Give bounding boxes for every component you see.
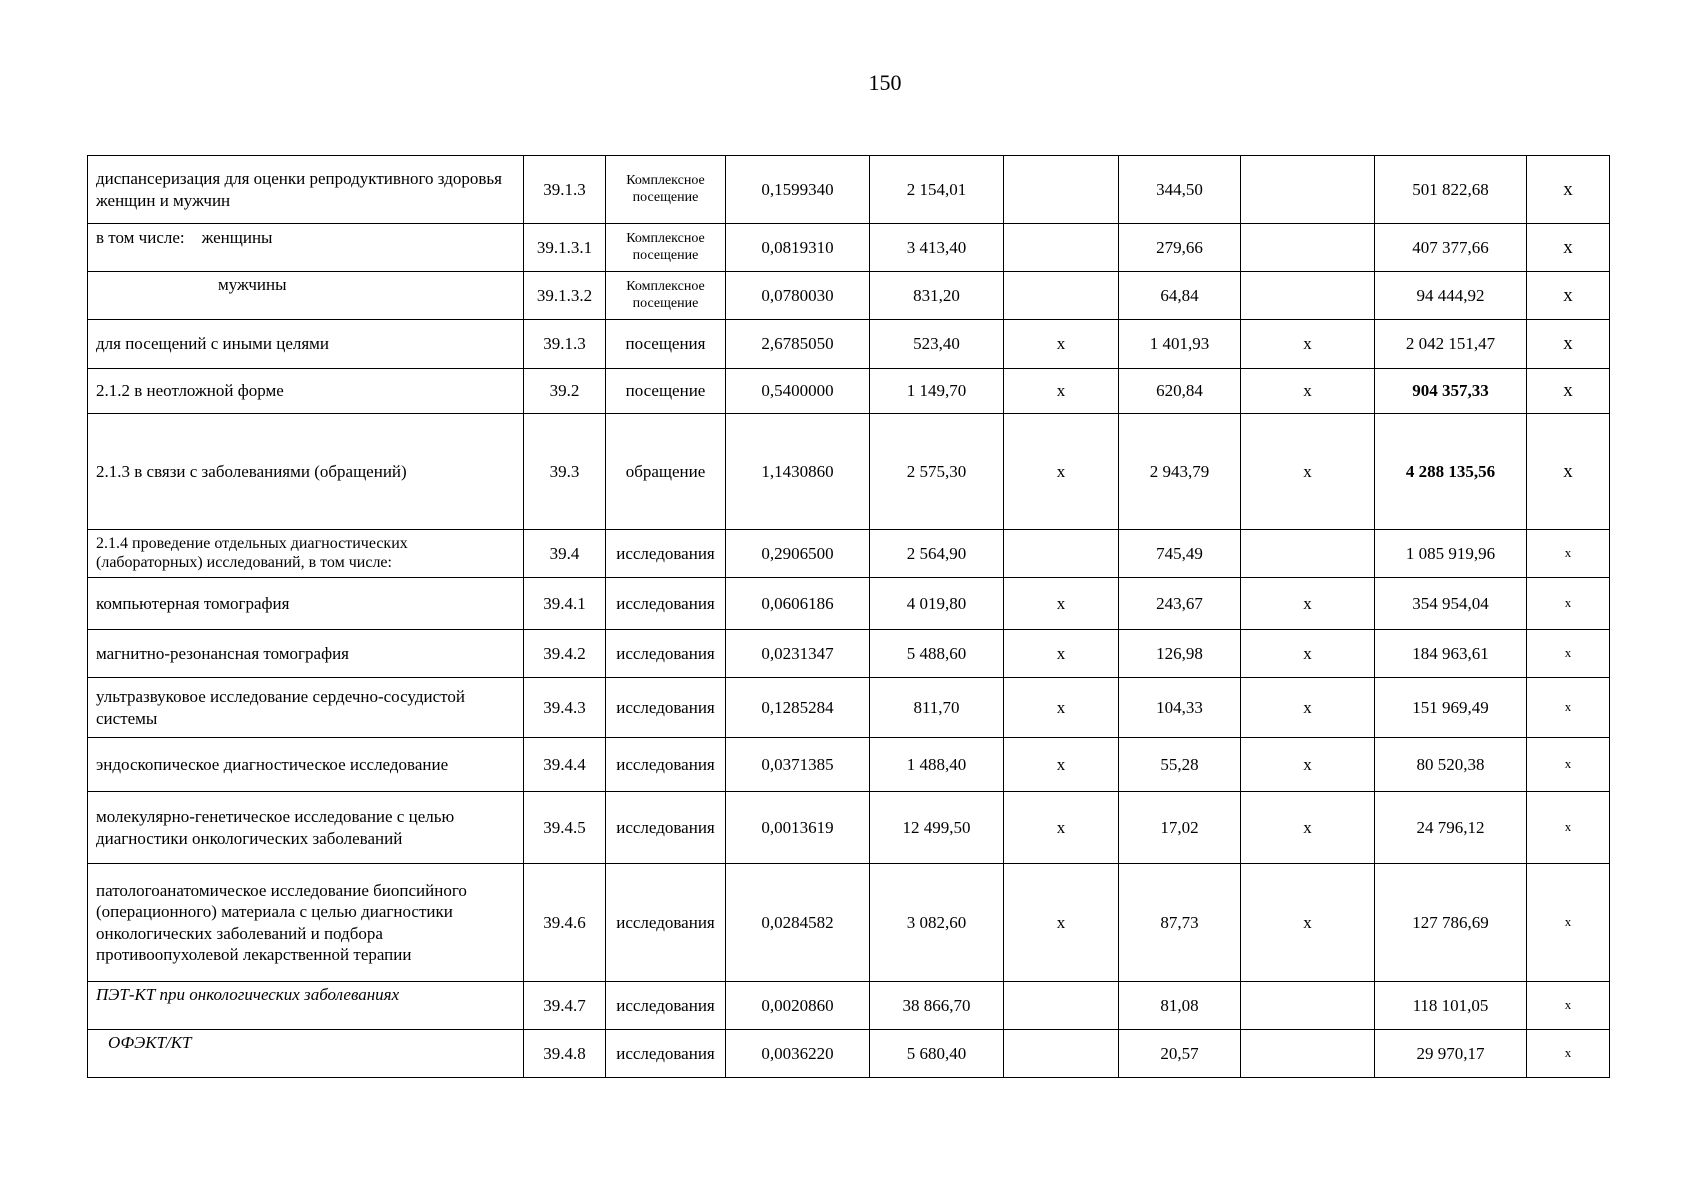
row-code: 39.4 [524, 530, 606, 578]
row-total: 1 085 919,96 [1375, 530, 1527, 578]
row-cost: 831,20 [870, 272, 1004, 320]
row-code: 39.4.3 [524, 678, 606, 738]
table-row [88, 982, 1610, 1030]
row-pct: х [1527, 414, 1610, 530]
row-volume: 0,0036220 [726, 1030, 870, 1078]
page-number: 150 [868, 70, 902, 95]
row-total: 29 970,17 [1375, 1030, 1527, 1078]
row-total: 501 822,68 [1375, 156, 1527, 224]
row-name: патологоанатомическое исследование биопсийного (операционного) материала с целью диагностики онкологических заболеваний и подбора противоопухолевой лекарственной терапии [88, 864, 524, 982]
row-pct: х [1527, 320, 1610, 369]
row-col6 [1004, 982, 1119, 1030]
row-pct: х [1527, 864, 1610, 982]
row-col6 [1004, 530, 1119, 578]
row-cost: 12 499,50 [870, 792, 1004, 864]
row-code: 39.4.4 [524, 738, 606, 792]
row-col8: х [1241, 630, 1375, 678]
row-unit: исследования [606, 678, 726, 738]
row-per-capita: 20,57 [1119, 1030, 1241, 1078]
row-col6: х [1004, 792, 1119, 864]
row-volume: 0,0231347 [726, 630, 870, 678]
row-per-capita: 126,98 [1119, 630, 1241, 678]
row-name: ПЭТ-КТ при онкологических заболеваниях [88, 982, 524, 1030]
row-unit: исследования [606, 630, 726, 678]
row-cost: 2 564,90 [870, 530, 1004, 578]
row-volume: 0,0020860 [726, 982, 870, 1030]
row-volume: 0,0819310 [726, 224, 870, 272]
table-row [88, 578, 1610, 630]
row-total: 184 963,61 [1375, 630, 1527, 678]
row-col8 [1241, 982, 1375, 1030]
row-total: 354 954,04 [1375, 578, 1527, 630]
row-name: компьютерная томография [88, 578, 524, 630]
table-row [88, 224, 1610, 272]
row-unit: исследования [606, 982, 726, 1030]
row-per-capita: 745,49 [1119, 530, 1241, 578]
row-volume: 0,0371385 [726, 738, 870, 792]
row-name: молекулярно-генетическое исследование с целью диагностики онкологических заболеваний [88, 792, 524, 864]
table-row [88, 864, 1610, 982]
row-pct: х [1527, 224, 1610, 272]
row-cost: 523,40 [870, 320, 1004, 369]
row-name: 2.1.2 в неотложной форме [88, 369, 524, 414]
row-code: 39.1.3 [524, 156, 606, 224]
row-volume: 0,1285284 [726, 678, 870, 738]
row-cost: 5 488,60 [870, 630, 1004, 678]
row-pct: х [1527, 272, 1610, 320]
row-col6 [1004, 156, 1119, 224]
row-cost: 811,70 [870, 678, 1004, 738]
row-unit: Комплексное посещение [606, 156, 726, 224]
row-col8: х [1241, 678, 1375, 738]
table-row [88, 272, 1610, 320]
row-name: магнитно-резонансная томография [88, 630, 524, 678]
row-unit: исследования [606, 578, 726, 630]
row-per-capita: 279,66 [1119, 224, 1241, 272]
row-volume: 0,1599340 [726, 156, 870, 224]
row-col6: х [1004, 864, 1119, 982]
row-unit: исследования [606, 792, 726, 864]
row-name: для посещений с иными целями [88, 320, 524, 369]
row-unit: посещения [606, 320, 726, 369]
row-col8: х [1241, 738, 1375, 792]
row-name: мужчины [88, 272, 524, 320]
row-name: ОФЭКТ/КТ [88, 1030, 524, 1078]
row-per-capita: 243,67 [1119, 578, 1241, 630]
row-col8: х [1241, 414, 1375, 530]
row-col6: х [1004, 369, 1119, 414]
row-total: 151 969,49 [1375, 678, 1527, 738]
table-row [88, 414, 1610, 530]
row-volume: 0,0284582 [726, 864, 870, 982]
row-per-capita: 1 401,93 [1119, 320, 1241, 369]
row-cost: 38 866,70 [870, 982, 1004, 1030]
table-row [88, 738, 1610, 792]
row-per-capita: 87,73 [1119, 864, 1241, 982]
row-code: 39.3 [524, 414, 606, 530]
row-col8: х [1241, 578, 1375, 630]
row-code: 39.2 [524, 369, 606, 414]
row-col8: х [1241, 320, 1375, 369]
row-name: ультразвуковое исследование сердечно-сосудистой системы [88, 678, 524, 738]
row-unit: Комплексное посещение [606, 224, 726, 272]
row-volume: 0,5400000 [726, 369, 870, 414]
row-cost: 2 575,30 [870, 414, 1004, 530]
row-pct: х [1527, 1030, 1610, 1078]
row-code: 39.4.1 [524, 578, 606, 630]
row-col6: х [1004, 578, 1119, 630]
tariff-table [87, 155, 1610, 1078]
row-col6: х [1004, 414, 1119, 530]
row-total: 118 101,05 [1375, 982, 1527, 1030]
row-unit: исследования [606, 1030, 726, 1078]
row-code: 39.1.3.1 [524, 224, 606, 272]
row-col6: х [1004, 320, 1119, 369]
row-per-capita: 64,84 [1119, 272, 1241, 320]
row-name: 2.1.3 в связи с заболеваниями (обращений) [88, 414, 524, 530]
row-code: 39.4.8 [524, 1030, 606, 1078]
row-cost: 1 488,40 [870, 738, 1004, 792]
row-col6: х [1004, 738, 1119, 792]
row-pct: х [1527, 530, 1610, 578]
row-pct: х [1527, 156, 1610, 224]
row-col8: х [1241, 864, 1375, 982]
table-row [88, 792, 1610, 864]
row-pct: х [1527, 578, 1610, 630]
row-cost: 1 149,70 [870, 369, 1004, 414]
row-per-capita: 620,84 [1119, 369, 1241, 414]
row-code: 39.1.3.2 [524, 272, 606, 320]
row-cost: 5 680,40 [870, 1030, 1004, 1078]
row-code: 39.4.2 [524, 630, 606, 678]
row-per-capita: 2 943,79 [1119, 414, 1241, 530]
row-unit: исследования [606, 738, 726, 792]
row-code: 39.4.5 [524, 792, 606, 864]
table-row [88, 156, 1610, 224]
row-volume: 0,0013619 [726, 792, 870, 864]
row-col6 [1004, 1030, 1119, 1078]
row-col6: х [1004, 678, 1119, 738]
row-col6: х [1004, 630, 1119, 678]
row-total: 24 796,12 [1375, 792, 1527, 864]
row-pct: х [1527, 369, 1610, 414]
row-pct: х [1527, 678, 1610, 738]
table-row [88, 320, 1610, 369]
row-total: 2 042 151,47 [1375, 320, 1527, 369]
row-col8 [1241, 224, 1375, 272]
row-total: 4 288 135,56 [1375, 414, 1527, 530]
row-per-capita: 55,28 [1119, 738, 1241, 792]
row-per-capita: 17,02 [1119, 792, 1241, 864]
row-pct: х [1527, 792, 1610, 864]
row-col8 [1241, 272, 1375, 320]
row-code: 39.1.3 [524, 320, 606, 369]
row-name: диспансеризация для оценки репродуктивного здоровья женщин и мужчин [88, 156, 524, 224]
row-cost: 3 413,40 [870, 224, 1004, 272]
row-cost: 2 154,01 [870, 156, 1004, 224]
row-total: 904 357,33 [1375, 369, 1527, 414]
row-volume: 0,2906500 [726, 530, 870, 578]
row-col8 [1241, 530, 1375, 578]
table-row [88, 369, 1610, 414]
row-total: 407 377,66 [1375, 224, 1527, 272]
row-unit: исследования [606, 530, 726, 578]
row-col8 [1241, 1030, 1375, 1078]
row-total: 94 444,92 [1375, 272, 1527, 320]
row-per-capita: 81,08 [1119, 982, 1241, 1030]
row-col8: х [1241, 792, 1375, 864]
row-pct: х [1527, 982, 1610, 1030]
row-col6 [1004, 272, 1119, 320]
row-unit: обращение [606, 414, 726, 530]
row-per-capita: 104,33 [1119, 678, 1241, 738]
row-pct: х [1527, 630, 1610, 678]
table-row [88, 630, 1610, 678]
row-cost: 4 019,80 [870, 578, 1004, 630]
row-total: 80 520,38 [1375, 738, 1527, 792]
row-volume: 1,1430860 [726, 414, 870, 530]
row-volume: 0,0780030 [726, 272, 870, 320]
row-col8: х [1241, 369, 1375, 414]
table-row [88, 530, 1610, 578]
row-col8 [1241, 156, 1375, 224]
row-code: 39.4.6 [524, 864, 606, 982]
row-name: 2.1.4 проведение отдельных диагностических (лабораторных) исследований, в том числе: [88, 530, 524, 578]
table-row [88, 678, 1610, 738]
row-pct: х [1527, 738, 1610, 792]
row-col6 [1004, 224, 1119, 272]
row-code: 39.4.7 [524, 982, 606, 1030]
row-unit: Комплексное посещение [606, 272, 726, 320]
row-volume: 2,6785050 [726, 320, 870, 369]
row-name: эндоскопическое диагностическое исследование [88, 738, 524, 792]
row-cost: 3 082,60 [870, 864, 1004, 982]
row-volume: 0,0606186 [726, 578, 870, 630]
row-per-capita: 344,50 [1119, 156, 1241, 224]
row-unit: посещение [606, 369, 726, 414]
row-total: 127 786,69 [1375, 864, 1527, 982]
row-unit: исследования [606, 864, 726, 982]
row-name: в том числе: женщины [88, 224, 524, 272]
table-row [88, 1030, 1610, 1078]
